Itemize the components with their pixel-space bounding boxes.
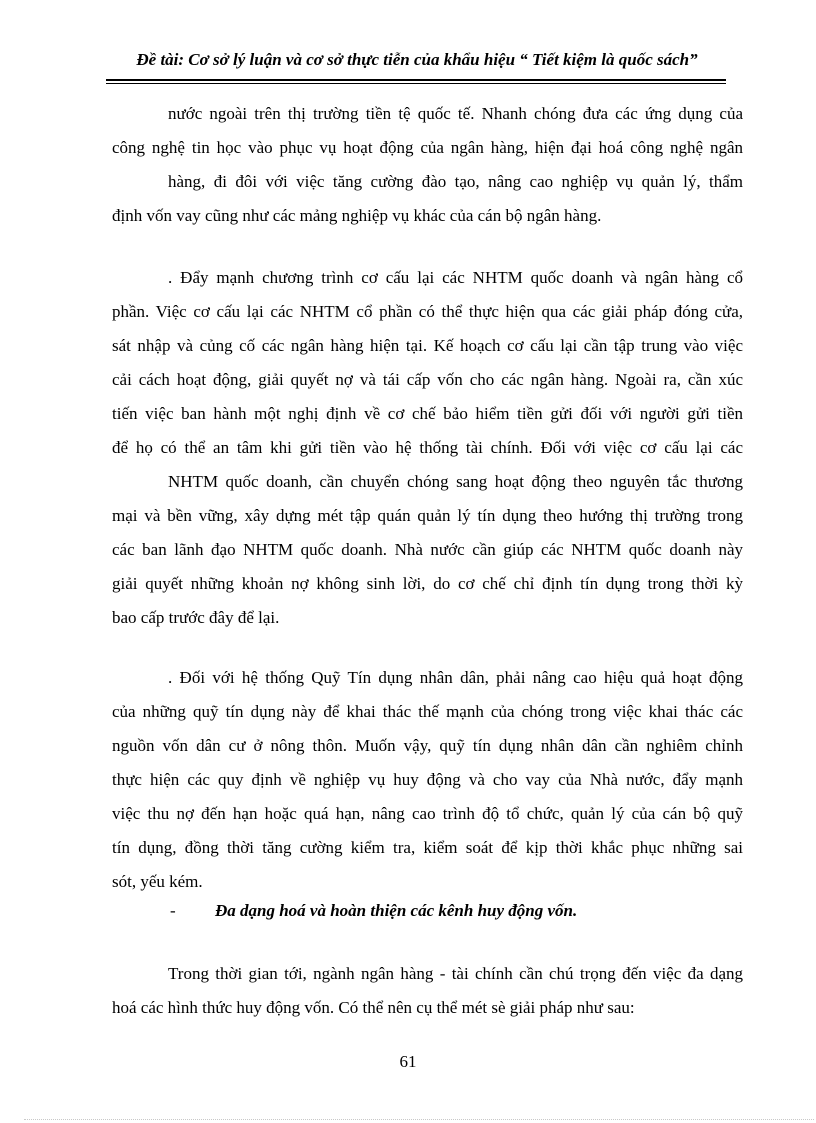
text-line: phần. Việc cơ cấu lại các NHTM cổ phần có thể thực hiện qua các giải pháp đóng cửa, bbox=[112, 302, 743, 321]
text-line: thực hiện các quy định về nghiệp vụ huy động và cho vay của Nhà nước, đẩy mạnh bbox=[112, 770, 743, 789]
text-line: sát nhập và củng cố các ngân hàng hiện tại. Kế hoạch cơ cấu lại cần tập trung vào việc bbox=[112, 336, 743, 355]
header-rule bbox=[106, 79, 726, 81]
text-line: bao cấp trước đây để lại. bbox=[112, 608, 280, 627]
text-line: tiến việc ban hành một nghị định về cơ chế bảo hiểm tiền gửi đối với người gửi tiền bbox=[112, 404, 743, 423]
text-line: để họ có thể an tâm khi gửi tiền vào hệ thống tài chính. Đối với việc cơ cấu lại các bbox=[112, 438, 743, 457]
text-line: . Đẩy mạnh chương trình cơ cấu lại các NHTM quốc doanh và ngân hàng cổ bbox=[168, 268, 743, 287]
text-line: các ban lãnh đạo NHTM quốc doanh. Nhà nước cần giúp các NHTM quốc doanh này bbox=[112, 540, 743, 559]
text-line: nguồn vốn dân cư ở nông thôn. Muốn vậy, quỹ tín dụng nhân dân cần nghiêm chỉnh bbox=[112, 736, 743, 755]
text-line: sót, yếu kém. bbox=[112, 872, 203, 891]
text-line: cải cách hoạt động, giải quyết nợ và tái cấp vốn cho các ngân hàng. Ngoài ra, cần xúc bbox=[112, 370, 743, 389]
text-line: hoá các hình thức huy động vốn. Có thể nên cụ thể mét sè giải pháp như sau: bbox=[112, 998, 635, 1017]
text-line: định vốn vay cũng như các mảng nghiệp vụ khác của cán bộ ngân hàng. bbox=[112, 206, 602, 225]
text-line: giải quyết những khoản nợ không sinh lời, do cơ chế chỉ định tín dụng trong thời kỳ bbox=[112, 574, 743, 593]
text-line: mại và bền vững, xây dựng mét tập quán quản lý tín dụng theo hướng thị trường trong bbox=[112, 506, 743, 525]
text-line: Trong thời gian tới, ngành ngân hàng - tài chính cần chú trọng đến việc đa dạng bbox=[168, 964, 743, 983]
text-line: NHTM quốc doanh, cần chuyển chóng sang hoạt động theo nguyên tắc thương bbox=[168, 472, 743, 491]
text-line: của những quỹ tín dụng này để khai thác thế mạnh của chóng trong việc khai thác các bbox=[112, 702, 743, 721]
list-dash: - bbox=[170, 901, 176, 920]
text-line: việc thu nợ đến hạn hoặc quá hạn, nâng cao trình độ tổ chức, quản lý của cán bộ quỹ bbox=[112, 804, 743, 823]
header-rule-thin bbox=[106, 83, 726, 84]
document-header-title: Đề tài: Cơ sở lý luận và cơ sở thực tiễn của khẩu hiệu “ Tiết kiệm là quốc sách” bbox=[136, 50, 698, 69]
text-line: công nghệ tin học vào phục vụ hoạt động của ngân hàng, hiện đại hoá công nghệ ngân bbox=[112, 138, 743, 157]
page-bottom-border bbox=[24, 1119, 814, 1120]
page-number: 61 bbox=[399, 1052, 417, 1071]
text-line: tín dụng, đồng thời tăng cường kiểm tra, kiểm soát để kịp thời khắc phục những sai bbox=[112, 838, 743, 857]
text-line: nước ngoài trên thị trường tiền tệ quốc tế. Nhanh chóng đưa các ứng dụng của bbox=[168, 104, 743, 123]
text-line: hàng, đi đôi với việc tăng cường đào tạo, nâng cao nghiệp vụ quản lý, thẩm bbox=[168, 172, 743, 191]
text-line: . Đối với hệ thống Quỹ Tín dụng nhân dân, phải nâng cao hiệu quả hoạt động bbox=[168, 668, 743, 687]
section-heading: Đa dạng hoá và hoàn thiện các kênh huy động vốn. bbox=[215, 901, 578, 920]
